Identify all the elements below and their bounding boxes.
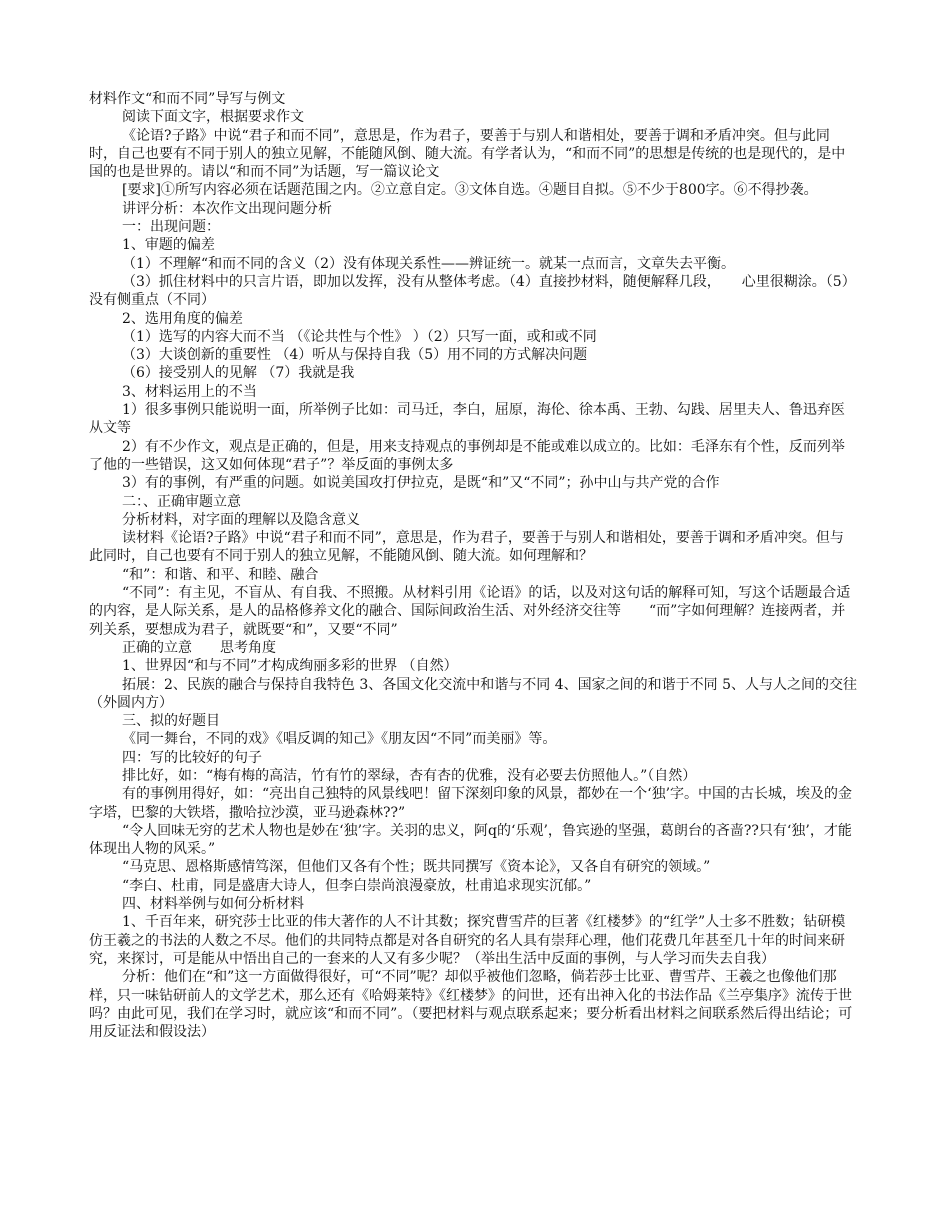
paragraph-24: 拓展：2、民族的融合与保持自我特色 3、各国文化交流中和谐与不同 4、国家之间的和谐于不同 5、人与人之间的交往（外圆内方）: [89, 676, 857, 711]
paragraph-32: “李白、杜甫，同是盛唐大诗人，但李白崇尚浪漫豪放，杜甫追求现实沉郁。”: [122, 877, 592, 894]
paragraph-21: “不同”：有主见，不盲从、有自我、不照搬。从材料引用《论语》的话，以及对这句话的解释可知，写这个话题最合适的内容，是人际关系，是人的品格修养文化的融合、国际间政治生活、对外经济交往等 “而”字如何理解？连接两者，并列关系，要想成为君子，就既要“和”，又要“不同”: [89, 585, 851, 638]
paragraph-5: 一：出现问题：: [122, 219, 220, 236]
paragraph-29: 有的事例用得好，如：“亮出自己独特的风景线吧！留下深刻印象的风景，都妙在一个‘独’字。中国的古长城，埃及的金字塔，巴黎的大铁塔，撒哈拉沙漠，亚马逊森林??”: [89, 786, 853, 821]
paragraph-26: 《同一舞台，不同的戏》《唱反调的知己》《朋友因“不同”而美丽》等。: [122, 731, 557, 748]
paragraph-4: 讲评分析：本次作文出现问题分析: [122, 200, 332, 217]
paragraph-13: 3、材料运用上的不当: [122, 383, 257, 400]
document-page: [89, 90, 857, 1041]
paragraph-7: （1）不理解“和而不同的含义（2）没有体现关系性——辨证统一。就某一点而言，文章失去平衡。: [122, 255, 735, 272]
paragraph-25: 三、拟的好题目: [122, 713, 220, 730]
document-title: 材料作文“和而不同”导写与例文: [89, 91, 286, 107]
paragraph-28: 排比好，如：“梅有梅的高洁，竹有竹的翠绿，杏有杏的优雅，没有必要去仿照他人。”（自然）: [122, 767, 697, 784]
paragraph-27: 四：写的比较好的句子: [122, 749, 262, 766]
paragraph-9: 2、选用角度的偏差: [122, 310, 243, 327]
paragraph-23: 1、世界因“和与不同”才构成绚丽多彩的世界 （自然）: [122, 658, 458, 675]
paragraph-11: （3）大谈创新的重要性 （4）听从与保持自我（5）用不同的方式解决问题: [122, 347, 588, 364]
paragraph-16: 3）有的事例，有严重的问题。如说美国攻打伊拉克，是既“和”又“不同”；孙中山与共产党的合作: [122, 475, 720, 492]
paragraph-18: 分析材料，对字面的理解以及隐含意义: [122, 511, 360, 528]
paragraph-22: 正确的立意 思考角度: [122, 639, 276, 656]
paragraph-35: 分析：他们在“和”这一方面做得很好，可“不同”呢？却似乎被他们忽略，倘若莎士比亚、曹雪芹、王羲之也像他们那样，只一味钻研前人的文学艺术，那么还有《哈姆莱特》《红楼梦》的问世，还有出神入化的书法作品《兰亭集序》流传于世吗？由此可见，我们在学习时，就应该“和而不同”。（要把材料与观点联系起来；要分析看出材料之间联系然后得出结论；可用反证法和假设法）: [89, 969, 853, 1041]
paragraph-34: 1、千百年来，研究莎士比亚的伟大著作的人不计其数；探究曹雪芹的巨著《红楼梦》的“红学”人士多不胜数；钻研模仿王羲之的书法的人数之不尽。他们的共同特点都是对各自研究的名人具有崇拜心理，他们花费几年甚至几十年的时间来研究，来探讨，可是能从中悟出自己的一套来的人又有多少呢？（举出生活中反面的事例，与人学习而失去自我）: [89, 914, 846, 967]
paragraph-14: 1）很多事例只能说明一面，所举例子比如：司马迁，李白，屈原，海伦、徐本禹、王勃、勾践、居里夫人、鲁迅弃医从文等: [89, 402, 845, 437]
paragraph-8: （3）抓住材料中的只言片语，即加以发挥，没有从整体考虑。（4）直接抄材料，随便解释几段， 心里很糊涂。（5）没有侧重点（不同）: [89, 273, 856, 309]
paragraph-1: 阅读下面文字，根据要求作文: [122, 109, 304, 126]
paragraph-15: 2）有不少作文，观点是正确的，但是，用来支持观点的事例却是不能或难以成立的。比如：毛泽东有个性，反而列举了他的一些错误，这又如何体现“君子”？举反面的事例太多: [89, 438, 845, 473]
paragraph-6: 1、审题的偏差: [122, 237, 215, 254]
paragraph-12: （6）接受别人的见解 （7）我就是我: [122, 365, 355, 382]
paragraph-2: 《论语?子路》中说“君子和而不同”，意思是，作为君子，要善于与别人和谐相处，要善于调和矛盾冲突。但与此同时，自己也要有不同于别人的独立见解，不能随风倒、随大流。有学者认为，“和而不同”的思想是传统的也是现代的，是中国的也是世界的。请以“和而不同”为话题，写一篇议论文: [89, 127, 846, 181]
paragraph-17: 二：、正确审题立意: [122, 493, 241, 510]
paragraph-33: 四、材料举例与如何分析材料: [122, 896, 304, 913]
paragraph-10: （1）选写的内容大而不当 （《论共性与个性》 ）（2）只写一面，或和或不同: [122, 328, 597, 345]
paragraph-30: “令人回味无穷的艺术人物也是妙在‘独’字。关羽的忠义，阿q的‘乐观’，鲁宾逊的坚强，葛朗台的吝啬??只有‘独’，才能体现出人物的风采。”: [89, 822, 852, 858]
paragraph-19: 读材料《论语?子路》中说“君子和而不同”，意思是，作为君子，要善于与别人和谐相处，要善于调和矛盾冲突。但与此同时，自己也要有不同于别人的独立见解，不能随风倒、随大流。如何理解和？: [89, 530, 844, 565]
paragraph-20: “和”：和谐、和平、和睦、融合: [122, 566, 319, 583]
paragraph-3: [要求]①所写内容必须在话题范围之内。②立意自定。③文体自选。④题目自拟。⑤不少于800字。⑥不得抄袭。: [122, 182, 818, 199]
paragraph-31: “马克思、恩格斯感情笃深，但他们又各有个性；既共同撰写《资本论》，又各自有研究的领域。”: [122, 859, 711, 876]
